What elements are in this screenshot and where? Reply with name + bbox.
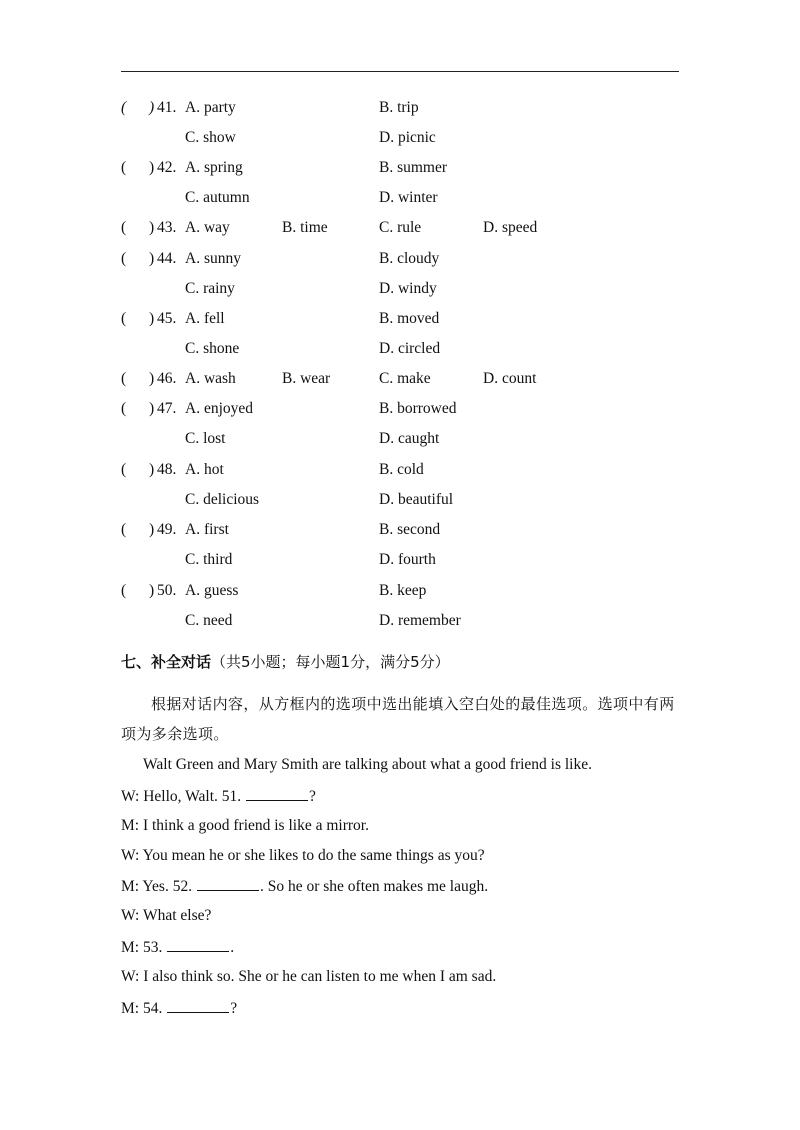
question-number: 44. [157, 250, 177, 267]
option-text: B. second [379, 521, 441, 538]
answer-blank[interactable] [167, 997, 229, 1013]
answer-paren-close: ) [149, 521, 155, 538]
dialogue-text: M: 54. [121, 1000, 167, 1017]
question-row-continued [0, 278, 800, 300]
answer-blank[interactable] [167, 936, 229, 952]
option-text: D. picnic [379, 129, 436, 146]
option-text: A. party [185, 99, 236, 116]
question-row-continued [0, 549, 800, 571]
question-row-continued [0, 428, 800, 450]
question-row [0, 217, 800, 239]
answer-paren-open: ( [121, 159, 127, 176]
option-text: B. borrowed [379, 400, 457, 417]
question-row [0, 308, 800, 330]
question-row-continued [0, 338, 800, 360]
option-text: D. caught [379, 430, 440, 447]
option-text: C. autumn [185, 189, 250, 206]
dialogue-line [121, 875, 488, 897]
option-text: C. rule [379, 219, 422, 236]
answer-paren-close: ) [149, 310, 155, 327]
option-text: C. make [379, 370, 431, 387]
option-text: C. lost [185, 430, 226, 447]
option-text: B. cloudy [379, 250, 440, 267]
question-row-continued [0, 127, 800, 149]
answer-paren-open: ( [121, 582, 127, 599]
answer-paren-close: ) [149, 582, 155, 599]
option-text: B. trip [379, 99, 419, 116]
option-text: D. remember [379, 612, 461, 629]
dialogue-line [121, 785, 316, 807]
answer-paren-close: ) [149, 400, 155, 417]
dialogue-text: . So he or she often makes me laugh. [259, 878, 489, 895]
answer-paren-close: ) [149, 159, 155, 176]
question-number: 48. [157, 461, 177, 478]
option-text: D. fourth [379, 551, 436, 568]
answer-paren-open: ( [121, 461, 127, 478]
answer-paren-open: ( [121, 521, 127, 538]
option-text: B. wear [282, 370, 331, 387]
question-row-continued [0, 489, 800, 511]
option-text: C. show [185, 129, 236, 146]
option-text: C. rainy [185, 280, 235, 297]
answer-paren-open: ( [121, 310, 127, 327]
option-text: A. wash [185, 370, 236, 387]
dialogue-line [121, 936, 234, 958]
section-heading: 七、补全对话 [121, 653, 212, 671]
answer-paren-open: ( [121, 400, 127, 417]
header-rule [121, 71, 679, 72]
dialogue-line: W: I also think so. She or he can listen to me when I am sad. [121, 968, 497, 985]
question-row [0, 248, 800, 270]
section-score-note: （共5小题；每小题1分，满分5分） [211, 653, 450, 671]
option-text: A. guess [185, 582, 239, 599]
answer-paren-close: ) [149, 250, 155, 267]
option-text: B. keep [379, 582, 427, 599]
question-row [0, 580, 800, 602]
option-text: B. summer [379, 159, 448, 176]
dialogue-line: M: I think a good friend is like a mirror. [121, 817, 369, 834]
dialogue-line: W: What else? [121, 907, 212, 924]
dialogue-text: . [230, 939, 235, 956]
answer-paren-close: ) [149, 99, 155, 116]
question-number: 42. [157, 159, 177, 176]
answer-paren-close: ) [149, 370, 155, 387]
option-text: C. shone [185, 340, 240, 357]
option-text: B. time [282, 219, 328, 236]
answer-paren-close: ) [149, 461, 155, 478]
dialogue-line: W: You mean he or she likes to do the same things as you? [121, 847, 485, 864]
question-row [0, 398, 800, 420]
question-row [0, 368, 800, 390]
answer-paren-open: ( [121, 99, 127, 116]
answer-paren-open: ( [121, 370, 127, 387]
answer-blank[interactable] [246, 785, 308, 801]
option-text: D. winter [379, 189, 438, 206]
option-text: A. first [185, 521, 229, 538]
option-text: A. enjoyed [185, 400, 254, 417]
option-text: C. third [185, 551, 233, 568]
option-text: D. speed [483, 219, 538, 236]
section-title [121, 650, 450, 674]
question-number: 47. [157, 400, 177, 417]
answer-blank[interactable] [197, 875, 259, 891]
option-text: A. spring [185, 159, 243, 176]
question-row-continued [0, 610, 800, 632]
option-text: A. hot [185, 461, 224, 478]
dialogue-intro: Walt Green and Mary Smith are talking about what a good friend is like. [143, 756, 592, 773]
question-number: 43. [157, 219, 177, 236]
option-text: A. way [185, 219, 230, 236]
dialogue-text: M: 53. [121, 939, 167, 956]
option-text: B. cold [379, 461, 424, 478]
question-row-continued [0, 187, 800, 209]
question-number: 50. [157, 582, 177, 599]
option-text: C. need [185, 612, 233, 629]
dialogue-text: ? [309, 788, 316, 805]
question-number: 45. [157, 310, 177, 327]
question-row [0, 519, 800, 541]
dialogue-text: M: Yes. 52. [121, 878, 196, 895]
option-text: A. fell [185, 310, 225, 327]
dialogue-line [121, 997, 237, 1019]
option-text: A. sunny [185, 250, 241, 267]
question-row [0, 157, 800, 179]
answer-paren-open: ( [121, 250, 127, 267]
question-row [0, 97, 800, 119]
section-instruction: 根据对话内容，从方框内的选项中选出能填入空白处的最佳选项。选项中有两项为多余选项。 [121, 695, 675, 743]
option-text: D. circled [379, 340, 441, 357]
option-text: B. moved [379, 310, 440, 327]
option-text: D. windy [379, 280, 437, 297]
question-number: 49. [157, 521, 177, 538]
dialogue-text: ? [230, 1000, 238, 1017]
option-text: D. beautiful [379, 491, 454, 508]
question-number: 46. [157, 370, 177, 387]
dialogue-text: W: Hello, Walt. 51. [121, 788, 246, 805]
answer-paren-close: ) [149, 219, 155, 236]
question-row [0, 459, 800, 481]
answer-paren-open: ( [121, 219, 127, 236]
question-number: 41. [157, 99, 177, 116]
option-text: D. count [483, 370, 537, 387]
option-text: C. delicious [185, 491, 260, 508]
